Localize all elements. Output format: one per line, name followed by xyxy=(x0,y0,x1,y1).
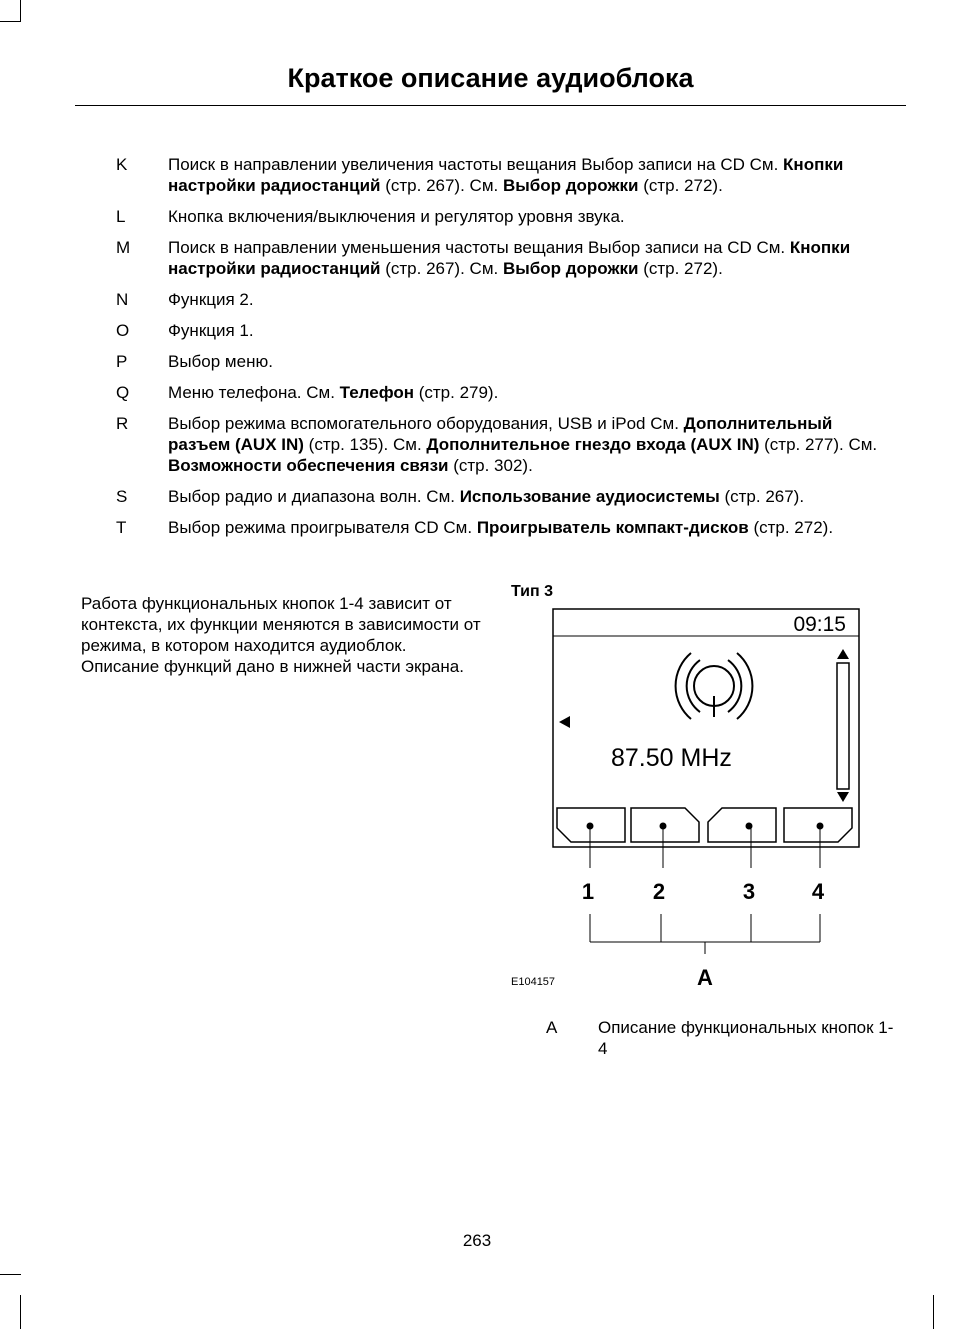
crop-mark-top-left xyxy=(20,0,21,22)
entry-text xyxy=(168,154,898,196)
entry-text-segment: (стр. 277). См. xyxy=(759,435,878,454)
scroll-down-arrow-icon xyxy=(837,792,849,802)
scroll-track xyxy=(837,663,849,789)
entry-text-segment: Выбор радио и диапазона волн. См. xyxy=(168,487,460,506)
cross-reference-title: Проигрыватель компакт-дисков xyxy=(476,518,749,537)
entry-letter: Q xyxy=(116,383,130,402)
page-number: 263 xyxy=(462,1231,492,1250)
entry-text-segment: Выбор режима вспомогательного оборудования, USB и iPod См. xyxy=(168,414,684,433)
frequency-readout: 87.50 MHz xyxy=(611,744,732,772)
entry-letter: K xyxy=(116,155,128,174)
entry-letter: S xyxy=(116,487,128,506)
radio-display-diagram xyxy=(540,600,880,995)
entry-letter: O xyxy=(116,321,130,340)
crop-mark-bottom-left xyxy=(0,1274,21,1275)
legend-letter: A xyxy=(546,1018,558,1037)
soft-keys xyxy=(557,808,852,842)
entry-text-segment: Меню телефона. См. xyxy=(168,383,340,402)
entry-list xyxy=(0,154,954,548)
entry-text-segment: Функция 2. xyxy=(168,290,254,309)
figure-title: Тип 3 xyxy=(511,583,554,600)
entry-text xyxy=(168,486,898,507)
entry-text-segment: Поиск в направлении уменьшения частоты вещания Выбор записи на CD См. xyxy=(168,238,790,257)
entry-letter: M xyxy=(116,238,131,257)
entry-text xyxy=(168,351,898,372)
radio-signal-icon xyxy=(676,653,753,719)
entry-letter: P xyxy=(116,352,128,371)
entry-text-segment: (стр. 267). xyxy=(719,487,805,506)
soft-key-dots xyxy=(587,823,824,830)
cross-reference-title: Дополнительное гнездо входа (AUX IN) xyxy=(426,435,760,454)
entry-item xyxy=(0,154,954,196)
title-rule xyxy=(75,105,906,106)
crop-mark-bottom-left xyxy=(20,1295,21,1329)
figure-code: E104157 xyxy=(511,976,556,988)
entry-text-segment: (стр. 272). xyxy=(748,518,834,537)
entry-item xyxy=(0,413,954,476)
entry-text-segment: Выбор режима проигрывателя CD См. xyxy=(168,518,477,537)
entry-text-segment: (стр. 267). См. xyxy=(380,176,503,195)
entry-item xyxy=(0,382,954,403)
group-label: A xyxy=(697,965,713,990)
crop-mark-top-left xyxy=(0,21,21,22)
cross-reference-title: Выбор дорожки xyxy=(502,176,639,195)
cross-reference-title: Использование аудиосистемы xyxy=(459,487,720,506)
entry-text-segment: (стр. 272). xyxy=(638,176,723,195)
crop-mark-bottom-right xyxy=(933,1295,934,1329)
left-arrow-icon xyxy=(559,716,570,728)
entry-text xyxy=(168,517,898,538)
cross-reference-title: Телефон xyxy=(339,383,414,402)
entry-text-segment: (стр. 272). xyxy=(638,259,723,278)
body-paragraph: Работа функциональных кнопок 1-4 зависит от контекста, их функции меняются в зависимости от режима, в котором находится аудиоблок. Описание функций дано в нижней части экрана. xyxy=(81,594,481,676)
button-number-4: 4 xyxy=(811,879,825,904)
soft-key-3 xyxy=(708,808,776,842)
entry-item xyxy=(0,486,954,507)
cross-reference-title: Дополнительный разъем (AUX IN) xyxy=(168,414,833,454)
entry-item xyxy=(0,237,954,279)
entry-item xyxy=(0,289,954,310)
cross-reference-title: Кнопки настройки радиостанций xyxy=(168,155,844,195)
entry-text-segment: Поиск в направлении увеличения частоты вещания Выбор записи на CD См. xyxy=(168,155,784,174)
button-number-3: 3 xyxy=(742,879,756,904)
entry-item xyxy=(0,517,954,538)
group-bracket xyxy=(590,914,820,954)
scroll-up-arrow-icon xyxy=(837,649,849,659)
entry-letter: L xyxy=(116,207,126,226)
entry-text-segment: (стр. 267). См. xyxy=(380,259,503,278)
entry-letter: N xyxy=(116,290,129,309)
entry-item xyxy=(0,351,954,372)
entry-text xyxy=(168,382,898,403)
cross-reference-title: Кнопки настройки радиостанций xyxy=(168,238,851,278)
entry-item xyxy=(0,320,954,341)
entry-text xyxy=(168,206,898,227)
entry-text xyxy=(168,320,898,341)
entry-item xyxy=(0,206,954,227)
entry-text-segment: Выбор меню. xyxy=(168,352,273,371)
display-frame xyxy=(553,609,859,847)
button-number-1: 1 xyxy=(581,879,595,904)
legend-text: Описание функциональных кнопок 1-4 xyxy=(598,1018,894,1058)
entry-text-segment: Кнопка включения/выключения и регулятор уровня звука. xyxy=(168,207,625,226)
button-number-2: 2 xyxy=(652,879,666,904)
entry-text-segment: Функция 1. xyxy=(168,321,254,340)
entry-text xyxy=(168,413,898,476)
cross-reference-title: Выбор дорожки xyxy=(502,259,639,278)
page-title: Краткое описание аудиоблока xyxy=(287,63,694,93)
cross-reference-title: Возможности обеспечения связи xyxy=(168,456,449,475)
entry-text xyxy=(168,237,898,279)
clock-readout: 09:15 xyxy=(793,613,846,636)
entry-text-segment: (стр. 135). См. xyxy=(303,435,427,454)
entry-text-segment: (стр. 302). xyxy=(448,456,533,475)
entry-letter: R xyxy=(116,414,129,433)
entry-letter: T xyxy=(116,518,127,537)
entry-text-segment: (стр. 279). xyxy=(414,383,499,402)
entry-text xyxy=(168,289,898,310)
